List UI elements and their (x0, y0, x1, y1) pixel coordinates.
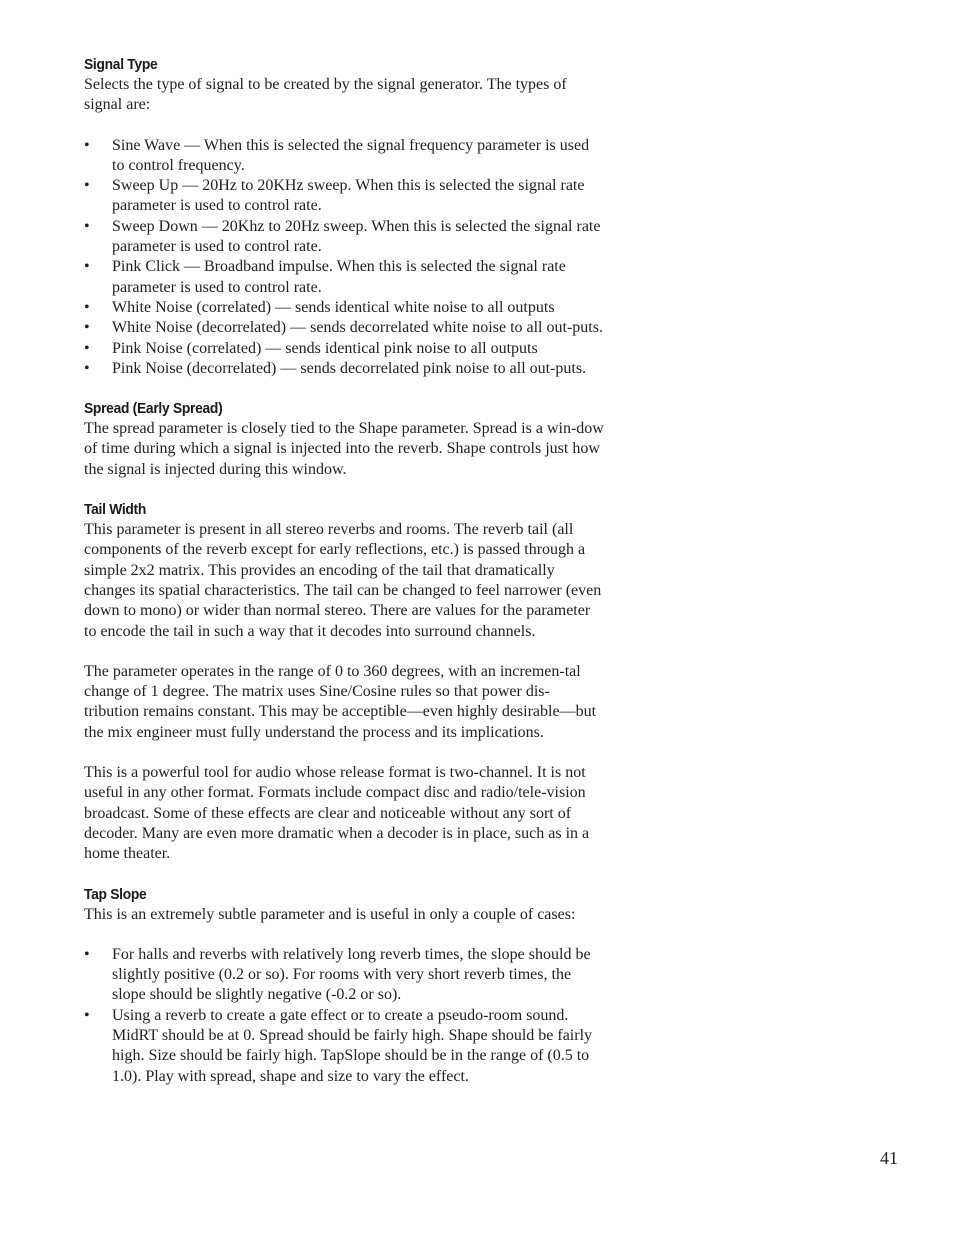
signal-type-intro: Selects the type of signal to be created by the signal generator. The types of signal are: (84, 76, 567, 114)
spacer (84, 865, 604, 885)
list-item (84, 318, 604, 338)
bullet-icon: • (84, 1006, 90, 1024)
list-item (84, 339, 604, 359)
section-heading-tap-slope: Tap Slope (84, 885, 147, 903)
bullet-icon: • (84, 945, 90, 963)
bullet-icon: • (84, 298, 90, 316)
tail-width-paragraph: This parameter is present in all stereo reverbs and rooms. The reverb tail (all components of the reverb except for early reflections, etc.) is passed through a simple 2x2 matrix. This provides an encoding of the tail that dramatically changes its spatial characteristics. The tail can be changed to feel narrower (even down to mono) or wider than normal stereo. There are values for the parameter to encode the tail in such a way that it decodes into surround channels. (84, 521, 602, 640)
section-heading-tail-width: Tail Width (84, 501, 147, 519)
spacer (84, 379, 604, 399)
spacer (84, 743, 604, 763)
list-item (84, 359, 604, 379)
bullet-icon: • (84, 217, 90, 235)
bullet-icon: • (84, 359, 90, 377)
manual-page-content (84, 55, 604, 1087)
spacer (84, 925, 604, 945)
list-item-text: Using a reverb to create a gate effect or to create a pseudo-room sound. MidRT should be at 0. Spread should be fairly high. Shape should be fairly high. Size should be fairly high. TapSlope should be in the range of (0.5 to 1.0). Play with spread, shape and size to vary the effect. (112, 1006, 593, 1085)
spacer (84, 480, 604, 500)
tap-slope-list (84, 945, 604, 1087)
list-item-text: White Noise (decorrelated) — sends decorrelated white noise to all out-puts. (112, 319, 603, 337)
list-item-text: Pink Noise (decorrelated) — sends decorrelated pink noise to all out-puts. (112, 359, 587, 377)
list-item-text: Sine Wave — When this is selected the signal frequency parameter is used to control frequency. (112, 136, 590, 174)
signal-type-list (84, 136, 604, 380)
tail-width-paragraph: This is a powerful tool for audio whose release format is two-channel. It is not useful in any other format. Formats include compact disc and radio/tele-vision broadcast. Some of these effects are clear and noticeable without any sort of decoder. Many are even more dramatic when a decoder is in place, such as in a home theater. (84, 764, 590, 863)
bullet-icon: • (84, 319, 90, 337)
list-item (84, 217, 604, 258)
list-item (84, 257, 604, 298)
page-number: 41 (880, 1148, 898, 1168)
list-item (84, 176, 604, 217)
bullet-icon: • (84, 136, 90, 154)
section-heading-signal-type: Signal Type (84, 56, 158, 73)
spacer (84, 116, 604, 136)
bullet-icon: • (84, 177, 90, 195)
list-item (84, 1006, 604, 1087)
spread-paragraph: The spread parameter is closely tied to the Shape parameter. Spread is a win-dow of time during which a signal is injected into the reverb. Shape controls just how the signal is injected during this window. (84, 420, 604, 478)
list-item-text: For halls and reverbs with relatively long reverb times, the slope should be slightly positive (0.2 or so). For rooms with very short reverb times, the slope should be slightly negative (-0.2 or so). (112, 945, 591, 1004)
tap-slope-intro: This is an extremely subtle parameter and is useful in only a couple of cases: (84, 905, 576, 923)
list-item (84, 945, 604, 1006)
bullet-icon: • (84, 258, 90, 276)
spacer (84, 642, 604, 662)
section-heading-spread: Spread (Early Spread) (84, 400, 223, 418)
tail-width-paragraph: The parameter operates in the range of 0 to 360 degrees, with an incremen-tal change of 1 degree. The matrix uses Sine/Cosine rules so that power dis-tribution remains constant. This may be acceptible—even highly desirable—but the mix engineer must fully understand the process and its implications. (84, 662, 597, 741)
list-item-text: Sweep Down — 20Khz to 20Hz sweep. When this is selected the signal rate parameter is used to control rate. (112, 217, 601, 256)
bullet-icon: • (84, 339, 90, 357)
list-item (84, 298, 604, 318)
list-item-text: Pink Noise (correlated) — sends identical pink noise to all outputs (112, 339, 538, 357)
list-item-text: Sweep Up — 20Hz to 20KHz sweep. When this is selected the signal rate parameter is used to control rate. (112, 177, 585, 215)
list-item-text: Pink Click — Broadband impulse. When this is selected the signal rate parameter is used to control rate. (112, 258, 566, 296)
list-item (84, 136, 604, 177)
list-item-text: White Noise (correlated) — sends identical white noise to all outputs (112, 298, 555, 316)
